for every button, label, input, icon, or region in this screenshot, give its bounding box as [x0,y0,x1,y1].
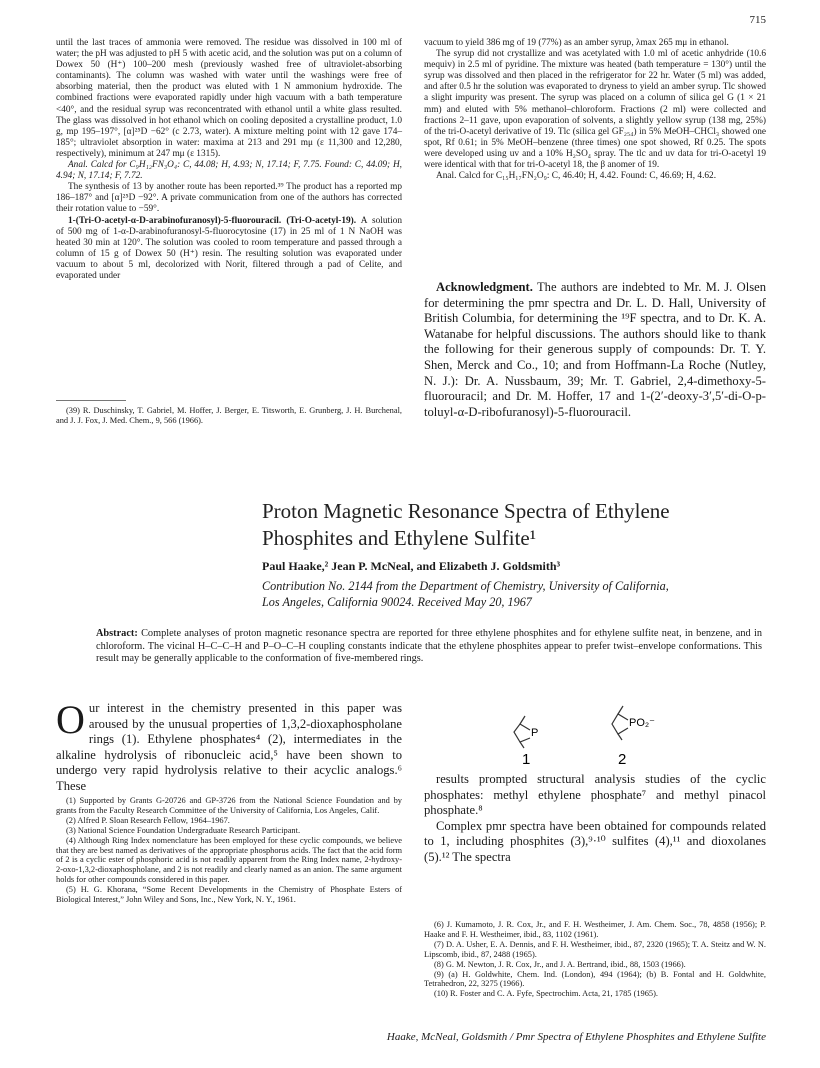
ring-bonds [618,734,622,740]
acknowledgment-body: The authors are indebted to Mr. M. J. Olsen for determining the pmr spectra and Dr. L. D. Hall, University of British Columbia, for determining the ¹⁹F spectra, and to Dr. K. A. Watanabe for helpful discussions. The authors should like to thank the following for their generous supply of compounds: Dr. T. Y. Shen, Merck and Co., 10; and from Hoffmann-La Roche (Nutley, N. J.): Dr. A. Nussbaum, 39; Mr. T. Gabriel, 2,4-dimethoxy-5-fluorouracil; and Dr. M. Hoffer, 17 and 1-(2′-deoxy-3′,5′-di-O-p-toluyl-α-D-ribofuranosyl)-5-fluorouracil. [424,280,766,419]
paragraph: until the last traces of ammonia were removed. The residue was dissolved in 100 ml of water; the pH was adjusted to pH 5 with acetic acid, and the solution was put on a column of Dowex 50 (H⁺) 100–200 mesh (previously washed free of ultraviolet-absorbing contaminants). The column was washed with water until the washings were free of absorbing material, then the product was eluted with 1 N ammonium hydroxide. The combined fractions were evaporated rapidly under high vacuum with a bath temperature <40°, and the residual syrup was reconcentrated with ethanol until a white glass resulted. The glass was dissolved in hot ethanol which on cooling deposited a crystalline product, 1.0 g, mp 195–197°, [α]²⁵D −62° (c 2.73, water). A mixture melting point with 12 gave 174–185°; ultraviolet absorption in water: maxima at 213 and 291 mμ (ε 11,300 and 12,280, respectively), minimum at 247 mμ (ε 1315). [56,38,402,159]
page-number: 715 [749,14,766,26]
structure-1 [514,716,530,748]
affiliation [262,578,782,610]
ring-bonds [514,724,530,742]
running-footer: Haake, McNeal, Goldsmith / Pmr Spectra of Ethylene Phosphites and Ethylene Sulfite [386,1031,766,1043]
structure-diagram [500,698,710,768]
ring-bonds [612,714,628,734]
affiliation-line: Los Angeles, California 90024. Received May 20, 1967 [262,595,532,609]
affiliation-line: Contribution No. 2144 from the Department of Chemistry, University of California, [262,579,669,593]
body-left [56,697,402,795]
paragraph: vacuum to yield 386 mg of 19 (77%) as an amber syrup, λmax 265 mμ in ethanol. [424,38,729,48]
analysis-text: Anal. Calcd for C₉H₁₂FN₃O₄: C, 44.08; H, 4.93; N, 17.14; F, 7.75. Found: C, 44.09; H, 4.94; N, 17.14; F, 7.72. [56,160,402,182]
footnote-item: (5) H. G. Khorana, “Some Recent Developments in the Chemistry of Phosphate Esters of Biological Interest,” John Wiley and Sons, Inc., New York, N. Y., 1961. [56,885,402,905]
acknowledgment-paragraph [424,280,766,420]
paragraph: results prompted structural analysis studies of the cyclic phosphates: methyl ethylene phosphate⁷ and methyl pinacol phosphate.⁸ [424,772,766,818]
footnote-item: (8) G. M. Newton, J. R. Cox, Jr., and J. A. Bertrand, ibid., 88, 1503 (1966). [434,959,686,969]
right-column-text [424,38,766,182]
footnote-item: (7) D. A. Usher, E. A. Dennis, and F. H. Westheimer, ibid., 87, 2320 (1965); T. A. Steitz and W. N. Lipscomb, ibid., 87, 2488 (1965). [424,939,766,959]
body-text: ur interest in the chemistry presented in this paper was aroused by the unusual properties of 1,3,2-dioxaphospholane rings (1). Ethylene phosphates⁴ (2), intermediates in the alkaline hydrolysis of ribonucleic acid,⁵ have been shown to undergo very rapid hydrolysis relative to their acyclic analogs.⁶ These [56,701,402,793]
footnote-item: (4) Although Ring Index nomenclature has been employed for these cyclic compounds, we believe that they are best named as derivatives of the appropriate phosphorus acids. The fact that the acid form of 2 is a cyclic ester of phosphoric acid is not readily apparent from the Ring Index name, 2-hydroxy-2-oxo-1,3,2-dioxaphospholane, and 2 is not readily and clearly named as an anion. The same argument holds for other compounds considered in this paper. [56,835,402,885]
paragraph: Complex pmr spectra have been obtained for compounds related to 1, including phosphites (3),⁹·¹⁰ sulfites (4),¹¹ and dioxolanes (5).¹² The spectra [424,818,766,864]
abstract [96,628,762,666]
paragraph: Anal. Calcd for C₁₅H₁₇FN₂O₉: C, 46.40; H, 4.42. Found: C, 46.69; H, 4.62. [436,171,717,182]
article-title [262,498,782,552]
structure-2-label: 2 [618,751,627,768]
footnote-item: (6) J. Kumamoto, J. R. Cox, Jr., and F. H. Westheimer, J. Am. Chem. Soc., 78, 4858 (1956); P. Haake and F. H. Westheimer, ibid., 83, 1102 (1961). [424,920,766,939]
footnote-rule [56,400,126,401]
compound-heading: 1-(Tri-O-acetyl-α-D-arabinofuranosyl)-5-fluorouracil. (Tri-O-acetyl-19). [68,215,357,226]
footnote-item: (2) Alfred P. Sloan Research Fellow, 1964–1967. [66,815,230,825]
paragraph: The synthesis of 13 by another route has been reported.³⁹ The product has a reported mp 186–187° and [α]²⁵D −92°. A private communication from one of the authors has corrected their rotation value to −59°. [56,182,402,215]
structure-2 [612,706,628,740]
paragraph [56,160,402,182]
footnotes-left [56,796,402,905]
left-column-text [56,38,402,282]
author-list: Paul Haake,² Jean P. McNeal, and Elizabeth J. Goldsmith³ [262,559,561,573]
ring-bonds [520,742,524,748]
title-line: Proton Magnetic Resonance Spectra of Ethylene [262,499,670,523]
abstract-body: Complete analyses of proton magnetic resonance spectra are reported for three ethylene phosphites and for ethylene sulfite neat, in benzene, and in chloroform. The vicinal H–C–C–H and P–O–C–H coupling constants indicate that the ethylene phosphites appear to prefer twist–envelope conformations. This result may be generally applicable to the conformation of five-membered rings. [96,628,762,665]
acknowledgment-heading: Acknowledgment. [436,280,533,294]
footnote-item: (1) Supported by Grants G-20726 and GP-3726 from the National Science Foundation and by grants from the Faculty Research Committee of the University of California, Los Angeles, Calif. [56,796,402,815]
title-line: Phosphites and Ethylene Sulfite¹ [262,526,537,550]
footnote-item: (10) R. Foster and C. A. Fyfe, Spectrochim. Acta, 21, 1785 (1965). [434,989,659,999]
ring-bonds [618,706,623,714]
footnote-39: (39) R. Duschinsky, T. Gabriel, M. Hoffer, J. Berger, E. Titsworth, E. Grunberg, J. H. Burchenal, and J. J. Fox, J. Med. Chem., 9, 566 (1966). [56,406,402,425]
ring-bonds [520,716,525,724]
paragraph [56,216,402,283]
paragraph: The syrup did not crystallize and was acetylated with 1.0 ml of acetic anhydride (10.6 mequiv) in 2.5 ml of pyridine. The mixture was heated (bath temperature = 130°) until the syrup was dissolved and then placed in the refrigerator for 22 hr. Water (5 ml) was added, and after 0.5 hr the solution was evaporated to dryness to yield an amber syrup. Tlc showed a slight impurity was present. The syrup was placed on a column of silica gel G (1 × 21 mm) and eluted with 5% methanol–chloroform. Fractions (2 ml) were collected and fractions 2–11 gave, upon evaporation of solvents, a slightly yellow syrup (138 mg, 25%) of the tri-O-acetyl derivative of 19. Tlc (silica gel GF₂₅₄) in 5% MeOH–CHCl₃ showed one spot, Rf 0.61; in 5% MeOH–benzene (three times) one spot showed, Rf 0.25. The spots were developed using uv and a 10% H₂SO₄ spray. The tlc and uv data for tri-O-acetyl 19 were identical with that for tri-O-acetyl 18, the β anomer of 19. [424,49,766,171]
abstract-label: Abstract: [96,628,138,639]
structure-2-atom: PO₂⁻ [629,717,655,729]
structure-1-label: 1 [522,751,531,768]
footnote-item: (9) (a) H. Goldwhite, Chem. Ind. (London), 494 (1964); (b) B. Fontal and H. Goldwhite, Tetrahedron, 22, 3275 (1966). [424,969,766,989]
drop-cap: O [56,697,85,742]
footnote-item: (3) National Science Foundation Undergraduate Research Participant. [66,825,301,835]
body-right [424,772,766,866]
structure-1-atom: P [531,727,539,739]
footnote [56,406,402,426]
acknowledgment [424,280,766,420]
footnotes-right [424,920,766,999]
paragraph-body: A solution of 500 mg of 1-α-D-arabinofuranosyl-5-fluorocytosine (17) in 25 ml of 1 N NaOH was heated 30 min at 120°. The solution was cooled to room temperature and passed through a column of 15 g of Dowex 50 (H⁺) resin. The resulting solution was evaporated under vacuum to about 5 ml, decolorized with Norit, filtered through a pad of Celite, and evaporated under [56,215,402,281]
